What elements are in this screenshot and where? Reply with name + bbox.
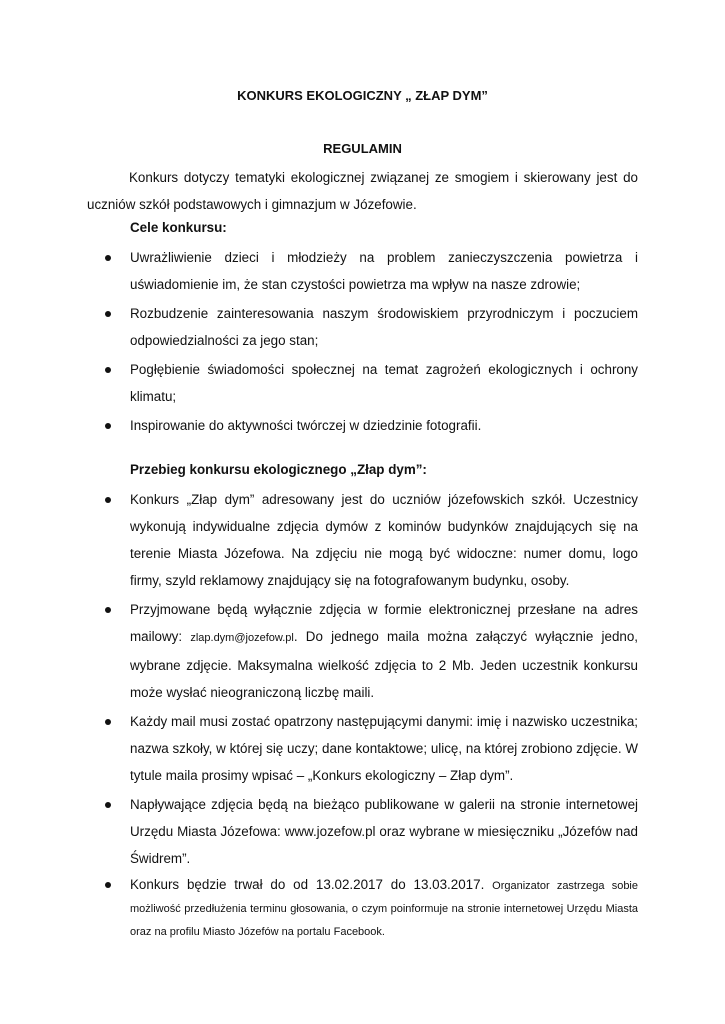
goals-list xyxy=(0,244,725,441)
list-item-text: Inspirowanie do aktywności twórczej w dziedzinie fotografii. xyxy=(130,418,482,433)
list-item xyxy=(0,708,638,789)
list-item xyxy=(0,300,638,354)
bullet-icon xyxy=(105,255,111,261)
bullet-icon xyxy=(105,423,111,429)
bullet-icon xyxy=(105,311,111,317)
process-list xyxy=(0,486,725,945)
list-item-text: Uwrażliwienie dzieci i młodzieży na problem zanieczyszczenia powietrza i uświadomienie im, że stan czystości powietrza ma wpływ na nasze zdrowie; xyxy=(130,250,638,292)
bullet-icon xyxy=(105,367,111,373)
list-item xyxy=(0,874,638,943)
list-item-text: . Do jednego maila można załączyć wyłącznie jedno, wybrane zdjęcie. Maksymalna wielkość zdjęcia to 2 Mb. Jeden uczestnik konkursu może wysłać nieograniczoną liczbę maili. xyxy=(130,629,639,700)
intro-paragraph: Konkurs dotyczy tematyki ekologicznej związanej ze smogiem i skierowany jest do uczniów szkół podstawowych i gimnazjum w Józefowie. xyxy=(87,170,638,212)
document-subtitle: REGULAMIN xyxy=(323,141,402,156)
process-heading: Przebieg konkursu ekologicznego „Złap dym”: xyxy=(130,462,427,477)
list-item xyxy=(0,486,638,594)
list-item-note: Organizator zastrzega sobie możliwość przedłużenia terminu głosowania, o czym poinformuje na stronie internetowej Urzędu Miasta oraz na profilu Miasto Józefów na portalu Facebook. xyxy=(130,880,638,938)
list-item-text: Przyjmowane będą wyłącznie zdjęcia w formie elektronicznej przesłane na adres mailowy: xyxy=(130,602,638,644)
bullet-icon xyxy=(105,802,111,808)
list-item xyxy=(0,356,638,410)
list-item-text: Pogłębienie świadomości społecznej na temat zagrożeń ekologicznych i ochrony klimatu; xyxy=(130,362,638,404)
list-item-text: Konkurs „Złap dym” adresowany jest do uczniów józefowskich szkół. Uczestnicy wykonują indywidualne zdjęcia dymów z kominów budynków znajdujących się na terenie Miasta Józefowa. Na zdjęciu nie mogą być widoczne: numer domu, logo firmy, szyld reklamowy znajdujący się na fotografowanym budynku, osoby. xyxy=(130,492,638,588)
bullet-icon xyxy=(105,882,111,888)
bullet-icon xyxy=(105,719,111,725)
list-item xyxy=(0,412,638,439)
document-title: KONKURS EKOLOGICZNY „ ZŁAP DYM” xyxy=(237,88,488,103)
bullet-icon xyxy=(105,607,111,613)
list-item-text: Napływające zdjęcia będą na bieżąco publikowane w galerii na stronie internetowej Urzędu Miasta Józefowa: www.jozefow.pl oraz wybrane w miesięczniku „Józefów nad Świdrem”. xyxy=(130,797,638,866)
list-item xyxy=(0,596,638,706)
goals-heading: Cele konkursu: xyxy=(130,220,227,235)
list-item-text: Rozbudzenie zainteresowania naszym środowiskiem przyrodniczym i poczuciem odpowiedzialności za jego stan; xyxy=(130,306,638,348)
list-item-text: Konkurs będzie trwał do od 13.02.2017 do 13.03.2017. xyxy=(130,877,493,892)
bullet-icon xyxy=(105,497,111,503)
list-item xyxy=(0,791,638,872)
email-address: zlap.dym@jozefow.pl xyxy=(190,632,294,644)
list-item xyxy=(0,244,638,298)
list-item-text: Każdy mail musi zostać opatrzony następującymi danymi: imię i nazwisko uczestnika; nazwa szkoły, w której się uczy; dane kontaktowe; ulicę, na której zrobiono zdjęcie. W tytule maila prosimy wpisać – „Konkurs ekologiczny – Złap dym”. xyxy=(130,714,638,783)
